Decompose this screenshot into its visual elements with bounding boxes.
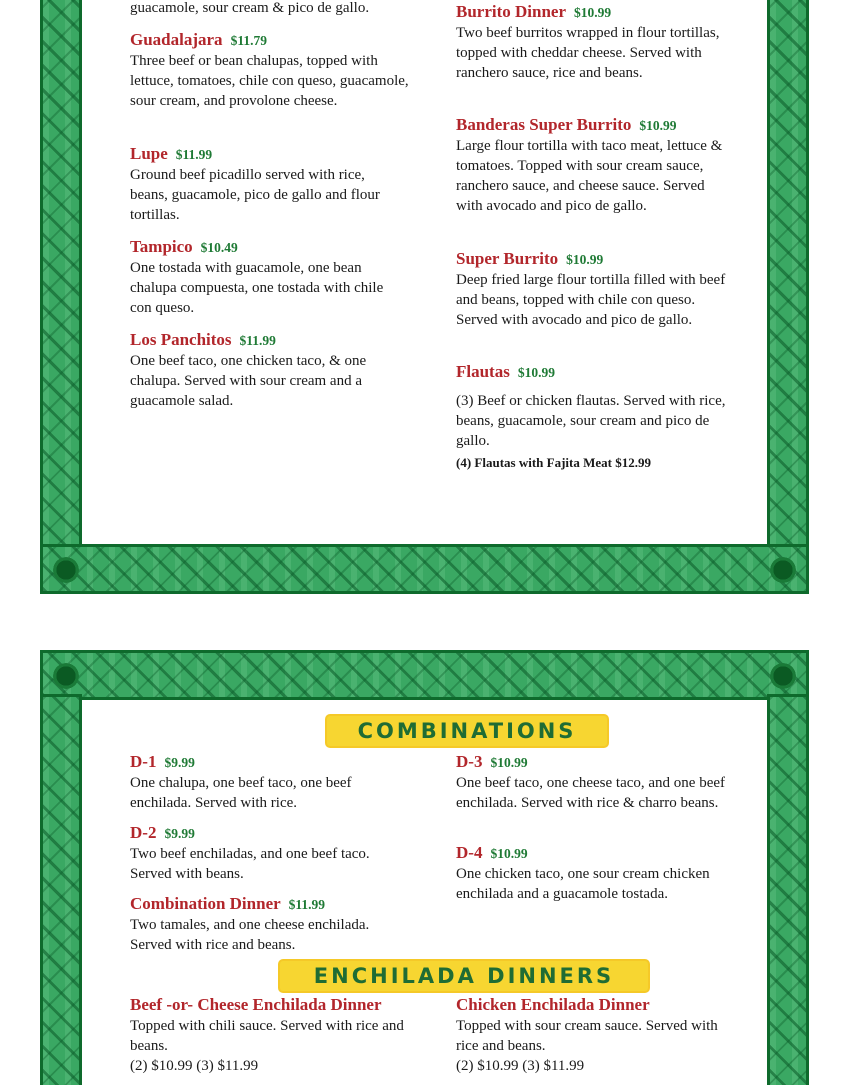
item-description: Ground beef picadillo served with rice, beans, guacamole, pico de gallo and flour tortillas. <box>130 167 380 223</box>
item-price: $11.99 <box>288 897 326 912</box>
menu-item-d2 <box>130 823 405 884</box>
item-name: D-4 <box>456 843 483 862</box>
item-description: One chalupa, one beef taco, one beef enchilada. Served with rice. <box>130 775 352 811</box>
menu-item-super-burrito <box>456 249 731 330</box>
item-name: Banderas Super Burrito <box>456 115 632 134</box>
item-description: One tostada with guacamole, one bean chalupa compuesta, one tostada with chile con queso. <box>130 260 384 316</box>
menu-item-d1 <box>130 752 405 813</box>
item-name: Lupe <box>130 144 168 163</box>
item-name: Chicken Enchilada Dinner <box>456 995 650 1014</box>
aztec-border-bottom <box>40 544 809 594</box>
aztec-border-right <box>767 694 809 1085</box>
menu-item-d4 <box>456 843 731 904</box>
menu-item-beef-cheese-enchilada <box>130 995 420 1076</box>
item-name: D-1 <box>130 752 157 771</box>
item-description: Deep fried large flour tortilla filled with beef and beans, topped with chile con queso. Served with avocado and pico de gallo. <box>456 272 726 328</box>
item-price: $10.49 <box>200 240 238 255</box>
menu-item-combination-dinner <box>130 894 405 955</box>
aztec-border-top <box>40 650 809 700</box>
item-description: One beef taco, one chicken taco, & one chalupa. Served with sour cream and a guacamole salad. <box>130 353 367 409</box>
sun-icon <box>51 555 81 585</box>
aztec-border-left <box>40 694 82 1085</box>
item-description: (3) Beef or chicken flautas. Served with rice, beans, guacamole, sour cream and pico de gallo. <box>456 393 726 449</box>
menu-content-bottom <box>82 700 767 1085</box>
menu-item-guadalajara <box>130 30 410 111</box>
item-price: $10.99 <box>490 755 528 770</box>
item-description: One chicken taco, one sour cream chicken enchilada and a guacamole tostada. <box>456 866 710 902</box>
item-description: guacamole, sour cream & pico de gallo. <box>130 0 370 16</box>
item-price: $10.99 <box>517 365 555 380</box>
item-option: (4) Flautas with Fajita Meat $12.99 <box>456 455 651 470</box>
menu-panel-bottom <box>40 650 809 1085</box>
item-description: Two beef burritos wrapped in flour tortillas, topped with cheddar cheese. Served with ranchero sauce, rice and beans. <box>456 25 720 81</box>
item-price: $10.99 <box>639 118 677 133</box>
item-description: Two beef enchiladas, and one beef taco. Served with beans. <box>130 846 370 882</box>
item-price: $10.99 <box>566 252 604 267</box>
item-name: Flautas <box>456 362 510 381</box>
item-name: D-2 <box>130 823 157 842</box>
item-name: Tampico <box>130 237 193 256</box>
item-description: Two tamales, and one cheese enchilada. Served with rice and beans. <box>130 917 370 953</box>
item-name: Guadalajara <box>130 30 223 49</box>
menu-item-burrito-dinner <box>456 2 731 83</box>
item-name: Super Burrito <box>456 249 559 268</box>
menu-item-tampico <box>130 237 400 318</box>
sun-icon <box>768 555 798 585</box>
item-name: Los Panchitos <box>130 330 232 349</box>
item-price: $9.99 <box>164 755 195 770</box>
menu-panel-top <box>40 0 809 596</box>
item-description: Large flour tortilla with taco meat, lettuce & tomatoes. Topped with sour cream sauce, ranchero sauce, and cheese sauce. Served with avocado and pico de gallo. <box>456 138 723 214</box>
item-description: Topped with sour cream sauce. Served with rice and beans. <box>456 1018 718 1054</box>
aztec-border-right <box>767 0 809 552</box>
item-name: Beef -or- Cheese Enchilada Dinner <box>130 995 382 1014</box>
item-name: Combination Dinner <box>130 894 281 913</box>
menu-item-chicken-enchilada <box>456 995 731 1076</box>
item-description: Topped with chili sauce. Served with rice and beans. <box>130 1018 404 1054</box>
section-title-combinations: COMBINATIONS <box>327 716 607 746</box>
item-description: Three beef or bean chalupas, topped with lettuce, tomatoes, chile con queso, guacamole, sour cream, and provolone cheese. <box>130 53 409 109</box>
item-price: $10.99 <box>574 5 612 20</box>
item-price: $9.99 <box>164 826 195 841</box>
menu-item <box>130 0 410 18</box>
menu-item-d3 <box>456 752 731 813</box>
item-prices: (2) $10.99 (3) $11.99 <box>130 1058 259 1074</box>
section-title-enchilada-dinners: ENCHILADA DINNERS <box>280 961 648 991</box>
menu-content-top <box>82 0 767 544</box>
menu-item-flautas <box>456 362 731 473</box>
item-price: $10.99 <box>490 846 528 861</box>
item-description: One beef taco, one cheese taco, and one beef enchilada. Served with rice & charro beans. <box>456 775 726 811</box>
aztec-border-left <box>40 0 82 552</box>
sun-icon <box>768 661 798 691</box>
menu-item-lupe <box>130 144 405 225</box>
item-price: $11.79 <box>230 33 267 48</box>
menu-item-banderas-super-burrito <box>456 115 731 216</box>
item-price: $11.99 <box>175 147 213 162</box>
item-name: Burrito Dinner <box>456 2 567 21</box>
item-prices: (2) $10.99 (3) $11.99 <box>456 1058 585 1074</box>
menu-item-los-panchitos <box>130 330 405 411</box>
sun-icon <box>51 661 81 691</box>
item-price: $11.99 <box>239 333 276 348</box>
item-name: D-3 <box>456 752 483 771</box>
